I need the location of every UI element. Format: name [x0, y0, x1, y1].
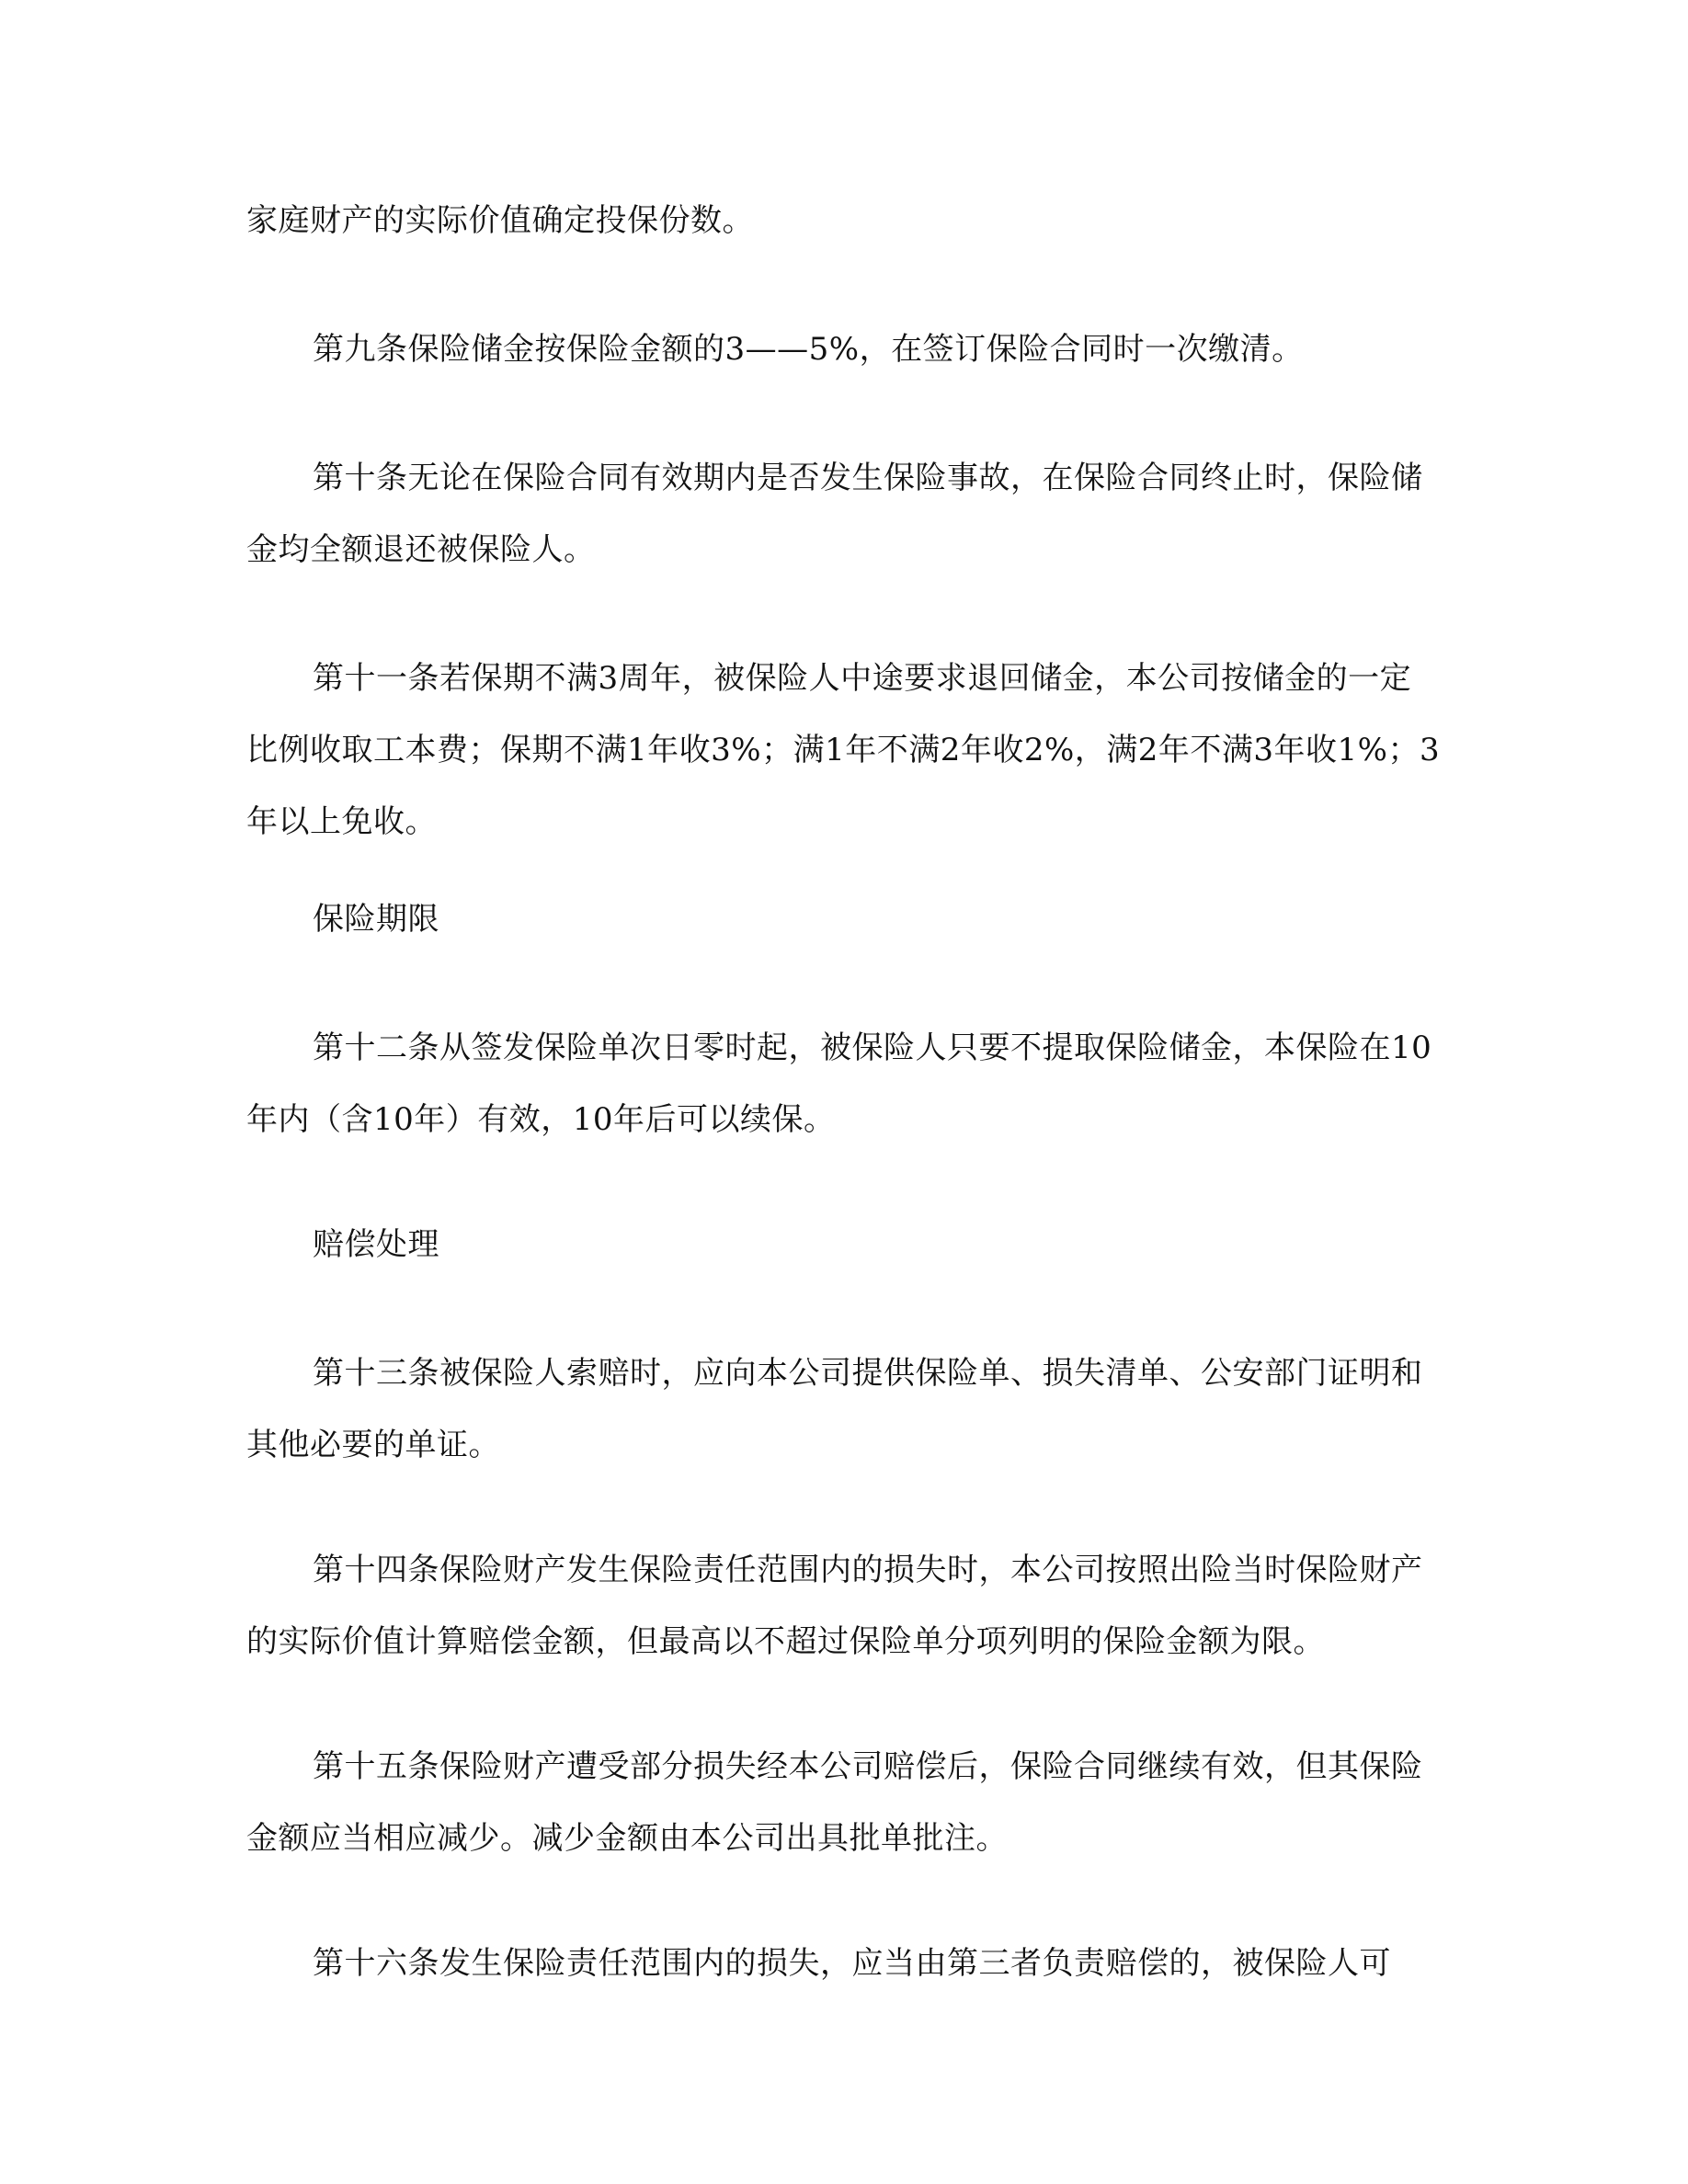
paragraph-article-16: 第十六条发生保险责任范围内的损失，应当由第三者负责赔偿的，被保险人可	[313, 1945, 1391, 1982]
section-heading-insurance-period: 保险期限	[313, 901, 439, 938]
paragraph-article-10: 第十条无论在保险合同有效期内是否发生保险事故，在保险合同终止时，保险储金均全额退还被保险人。	[246, 460, 1423, 568]
paragraph-article-14: 第十四条保险财产发生保险责任范围内的损失时，本公司按照出险当时保险财产的实际价值计算赔偿金额，但最高以不超过保险单分项列明的保险金额为限。	[246, 1552, 1423, 1660]
paragraph-article-11: 第十一条若保期不满3周年，被保险人中途要求退回储金，本公司按储金的一定比例收取工本费；保期不满1年收3%；满1年不满2年收2%，满2年不满3年收1%；3年以上免收。	[246, 660, 1441, 840]
paragraph-article-12: 第十二条从签发保险单次日零时起，被保险人只要不提取保险储金，本保险在10年内（含10年）有效，10年后可以续保。	[246, 1029, 1432, 1138]
paragraph-continuation: 家庭财产的实际价值确定投保份数。	[246, 202, 754, 239]
paragraph-article-9: 第九条保险储金按保险金额的3——5%，在签订保险合同时一次缴清。	[313, 331, 1304, 368]
paragraph-article-13: 第十三条被保险人索赔时，应向本公司提供保险单、损失清单、公安部门证明和其他必要的单证。	[246, 1355, 1423, 1463]
paragraph-article-15: 第十五条保险财产遭受部分损失经本公司赔偿后，保险合同继续有效，但其保险金额应当相应减少。减少金额由本公司出具批单批注。	[246, 1748, 1423, 1857]
section-heading-claims: 赔偿处理	[313, 1226, 439, 1263]
